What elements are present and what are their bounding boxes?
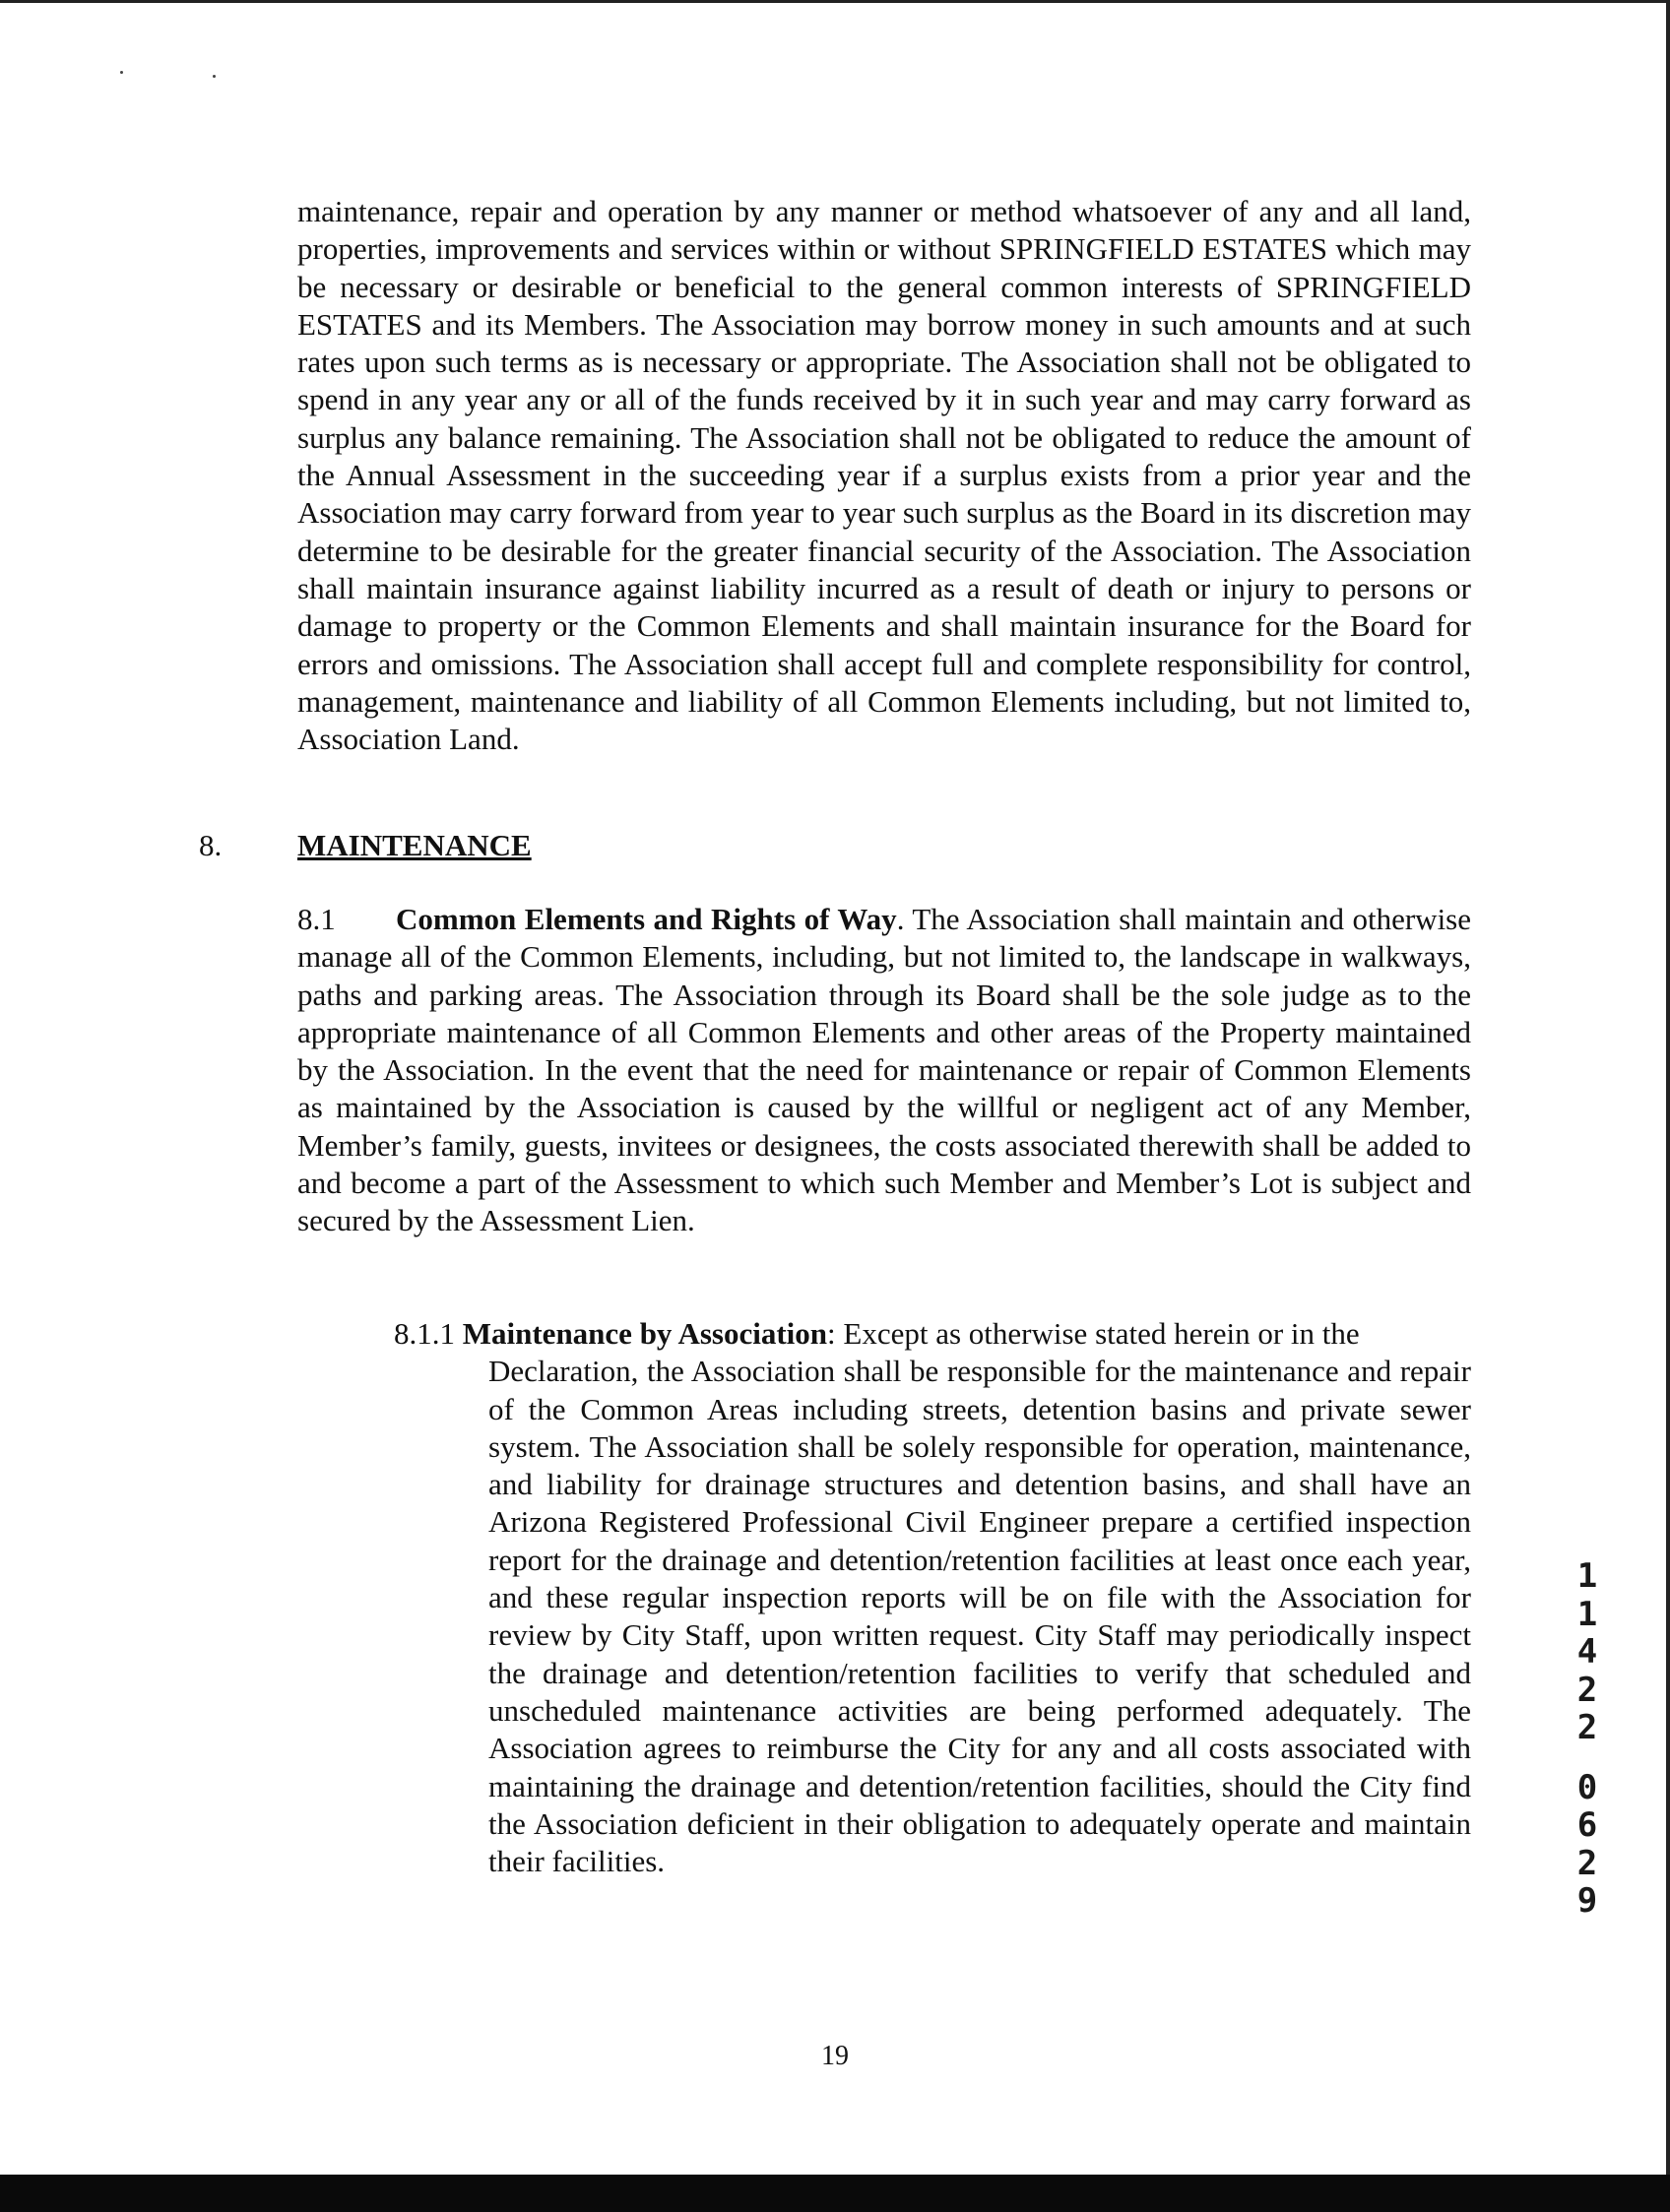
subsection-8-1 [297, 901, 1471, 1240]
scan-speck [213, 75, 216, 78]
section-number: 8. [199, 828, 223, 862]
scan-border-right [1666, 0, 1670, 2212]
subsection-number: 8.1 [297, 902, 336, 936]
recording-digit: 4 [1576, 1632, 1598, 1672]
subsection-8-1-1 [394, 1315, 1471, 1880]
paragraph-continuation: maintenance, repair and operation by any manner or method whatsoever of any and all land, properties, improvements and services within or without SPRINGFIELD ESTATES which may be necessary or desirable or beneficial to the general common interests of SPRINGFIELD ESTATES and its Members. The Association may borrow money in such amounts and at such rates upon such terms as is necessary or appropriate. The Association shall not be obligated to spend in any year any or all of the funds received by it in such year and may carry forward as surplus any balance remaining. The Association shall not be obligated to reduce the amount of the Annual Assessment in the succeeding year if a surplus exists from a prior year and the Association may carry forward from year to year such surplus as the Board in its discretion may determine to be desirable for the greater financial security of the Association. The Association shall maintain insurance against liability incurred as a result of death or injury to persons or damage to property or the Common Elements and shall maintain insurance for the Board for errors and omissions. The Association shall accept full and complete responsibility for control, management, maintenance and liability of all Common Elements including, but not limited to, Association Land. [297, 194, 1471, 757]
recording-digit: 1 [1576, 1594, 1598, 1634]
subsection-heading: Maintenance by Association [462, 1316, 828, 1351]
section-title: MAINTENANCE [297, 828, 532, 862]
subsection-heading: Common Elements and Rights of Way [396, 902, 897, 936]
scan-speck [120, 71, 123, 74]
recording-stamp-number [1570, 1557, 1605, 1921]
recording-digit: 0 [1576, 1767, 1598, 1807]
subsection-body: . The Association shall maintain and otherwise manage all of the Common Elements, including, but not limited to, the landscape in walkways, paths and parking areas. The Association through its Board shall be the sole judge as to the appropriate maintenance of all Common Elements and other areas of the Property maintained by the Association. In the event that the need for maintenance or repair of Common Elements as maintained by the Association is caused by the willful or negligent act of any Member, Member’s family, guests, invitees or designees, the costs associated therewith shall be added to and become a part of the Assessment to which such Member and Member’s Lot is subject and secured by the Assessment Lien. [297, 902, 1472, 1238]
page-number: 19 [821, 2041, 849, 2071]
subsection-first-line [394, 1315, 1471, 1353]
recording-gap [1570, 1747, 1605, 1769]
subsection-first-line-text: : Except as otherwise stated herein or in the [827, 1316, 1360, 1351]
recording-digit: 9 [1576, 1881, 1598, 1921]
recording-digit: 1 [1576, 1556, 1598, 1596]
subsection-body: Declaration, the Association shall be responsible for the maintenance and repair of the Common Areas including streets, detention basins and private sewer system. The Association shall be solely responsible for operation, maintenance, and liability for drainage structures and detention basins, and shall have an Arizona Registered Professional Civil Engineer prepare a certified inspection report for the drainage and detention/retention facilities at least once each year, and these regular inspection reports will be on file with the Association for review by City Staff, upon written request. City Staff may periodically inspect the drainage and detention/retention facilities to verify that scheduled and unscheduled maintenance activities are being performed adequately. The Association agrees to reimburse the City for any and all costs associated with maintaining the drainage and detention/retention facilities, should the City find the Association deficient in their obligation to adequately operate and maintain their facilities. [488, 1354, 1471, 1879]
scan-border-top [0, 0, 1670, 3]
recording-digit: 2 [1576, 1843, 1598, 1883]
subsection-number: 8.1.1 [394, 1316, 455, 1351]
recording-digit: 6 [1576, 1805, 1598, 1845]
scan-border-bottom [0, 2175, 1670, 2212]
recording-digit: 2 [1576, 1670, 1598, 1710]
recording-digit: 2 [1576, 1708, 1598, 1747]
